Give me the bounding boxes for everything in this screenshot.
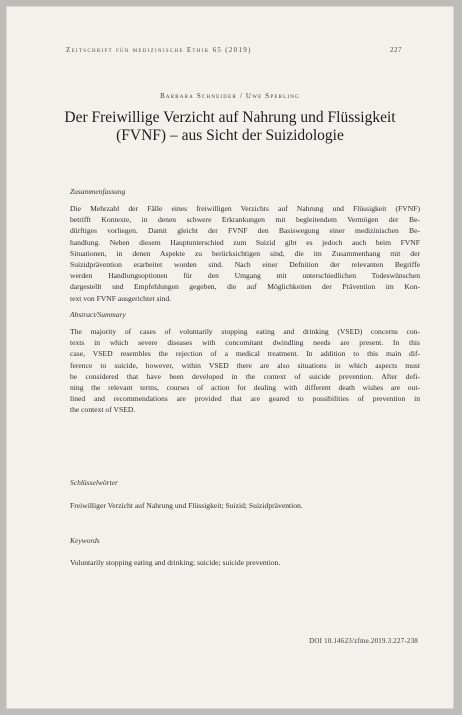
text-line: dargestellt und Empfehlungen gegeben, die auf Möglichkeiten der Prävention im Kon- xyxy=(70,282,420,292)
text-line: the context of VSED. xyxy=(70,405,136,415)
zusammenfassung-heading: Zusammenfassung xyxy=(70,187,126,196)
text-line: Suizidprävention erarbeitet worden sind. Nach einer Defnition der relevanten Begriffe xyxy=(70,260,420,270)
text-line: ference to suicide, however, within VSED there are also situations in which aspects must xyxy=(70,360,420,370)
text-line: werden Handlungsoptionen für den Umgang mit unterschiedlichen Todeswünschen xyxy=(70,271,420,281)
text-line: be considered that have been developed in the context of suicide prevention. After defi- xyxy=(70,371,420,381)
text-line: ning the relevant terms, courses of action for dealing with different death wishes are out- xyxy=(70,383,420,393)
schluesselwoerter-heading: Schlüsselwörter xyxy=(70,478,118,487)
schluesselwoerter-text xyxy=(70,500,420,511)
text-line: case, VSED resembles the rejection of a medical treatment. In addition to this main dif- xyxy=(70,349,420,359)
text-line: Freiwilliger Verzicht auf Nahrung und Flüssigkeit; Suizid; Suizidprävention. xyxy=(70,501,303,510)
text-line: betrifft Kontexte, in denen schwere Erkrankungen mit begleitendem Vermögen der Be- xyxy=(70,215,420,225)
journal-page xyxy=(6,6,454,709)
text-line: dürftiges vorliegen. Damit gleicht der FVNF den Basiswegung einer medizinischen Be- xyxy=(70,226,420,236)
text-line: handlung. Neben diesem Hauptunterschied zum Suizid gibt es jedoch auch beim FVNF xyxy=(70,237,420,247)
title-line: (FVNF) – aus Sicht der Suizidologie xyxy=(116,127,344,144)
keywords-heading: Keywords xyxy=(70,536,100,545)
text-line: The majority of cases of voluntarily stopping eating and drinking (VSED) concerns con- xyxy=(70,327,420,336)
abstract-heading: Abstract/Summary xyxy=(70,310,126,319)
doi: DOI 10.14623/zfme.2019.3.227-238 xyxy=(309,637,418,645)
zusammenfassung-text xyxy=(70,203,420,304)
article-authors: Barbara Schneider / Uwe Sperling xyxy=(160,92,300,100)
abstract-text xyxy=(70,326,420,416)
text-line: lined and recommendations are provided that are geared to possibilities of prevention in xyxy=(70,394,420,404)
title-line: Der Freiwillige Verzicht auf Nahrung und Flüssigkeit xyxy=(64,109,396,126)
keywords-text xyxy=(70,557,420,568)
running-head xyxy=(66,46,402,54)
article-title xyxy=(46,109,414,145)
text-line: Voluntarily stopping eating and drinking; suicide; suicide prevention. xyxy=(70,558,281,567)
journal-name: Zeitschrift für medizinische Ethik 65 (2019) xyxy=(66,46,252,54)
text-line: Situationen, in denen Aspekte zu berücksichtigen sind, die im Zusammenhang mit der xyxy=(70,248,420,258)
text-line: text von FVNF ausgerichtet sind. xyxy=(70,293,172,303)
page-number: 227 xyxy=(390,46,402,54)
text-line: Die Mehrzahl der Fälle eines freiwilligen Verzichts auf Nahrung und Flüssigkeit (FVNF) xyxy=(70,204,420,213)
text-line: texts in which severe diseases with concomitant dwindling needs are present. In this xyxy=(70,338,420,348)
